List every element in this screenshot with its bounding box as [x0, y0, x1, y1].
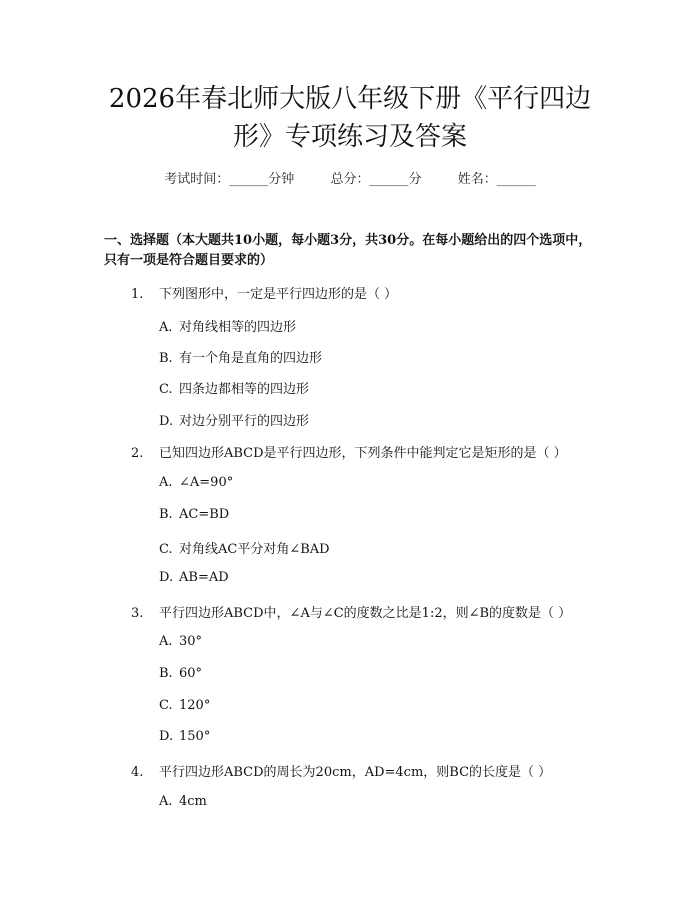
question-3-option-d: [159, 729, 210, 744]
question-1-option-a: [159, 316, 296, 335]
option-label: A.: [159, 794, 173, 809]
document-title: 2026年春北师大版八年级下册《平行四边形》专项练习及答案: [108, 84, 592, 152]
option-label: A.: [159, 634, 173, 649]
question-1-option-c: [159, 378, 309, 397]
question-number: 1.: [131, 287, 144, 302]
option-text: 4cm: [179, 794, 207, 809]
option-text: 150°: [179, 729, 211, 744]
option-text: 有一个角是直角的四边形: [179, 351, 323, 366]
question-2-option-c: [159, 538, 330, 557]
question-1-option-d: [159, 410, 309, 429]
option-text: AC=BD: [179, 507, 230, 522]
option-text: 对边分别平行的四边形: [179, 414, 310, 429]
question-3-option-b: [159, 666, 202, 681]
question-1-option-b: [159, 347, 322, 366]
question-4: [131, 761, 551, 780]
question-text: 平行四边形ABCD中，∠A与∠C的度数之比是1:2，则∠B的度数是（ ）: [159, 606, 572, 621]
option-text: 120°: [179, 698, 211, 713]
exam-score-field: 总分：______分: [330, 172, 422, 187]
option-label: B.: [159, 507, 173, 522]
option-label: C.: [159, 698, 173, 713]
option-label: A.: [159, 475, 173, 490]
question-2-option-a: [159, 475, 233, 490]
question-3: [131, 602, 571, 621]
exam-info: [0, 168, 700, 187]
option-text: ∠A=90°: [179, 475, 234, 490]
question-number: 2.: [131, 446, 144, 461]
question-number: 3.: [131, 606, 144, 621]
option-label: B.: [159, 666, 173, 681]
question-text: 平行四边形ABCD的周长为20cm，AD=4cm，则BC的长度是（ ）: [159, 765, 552, 780]
question-3-option-c: [159, 698, 210, 713]
question-number: 4.: [131, 765, 144, 780]
question-2-option-b: [159, 507, 229, 522]
question-2: [131, 442, 567, 461]
exam-time-field: 考试时间：______分钟: [164, 172, 295, 187]
option-text: 30°: [179, 634, 203, 649]
option-label: C.: [159, 542, 173, 557]
option-label: D.: [159, 414, 174, 429]
question-text: 下列图形中，一定是平行四边形的是（ ）: [159, 287, 398, 302]
option-text: 对角线AC平分对角∠BAD: [179, 542, 330, 557]
option-text: AB=AD: [179, 570, 229, 585]
section-heading: 一、选择题（本大题共10小题，每小题3分，共30分。在每小题给出的四个选项中，只有一项是符合题目要求的）: [104, 233, 592, 268]
question-text: 已知四边形ABCD是平行四边形，下列条件中能判定它是矩形的是（ ）: [159, 446, 567, 461]
option-text: 60°: [179, 666, 203, 681]
option-label: B.: [159, 351, 173, 366]
question-1: [131, 283, 397, 302]
option-label: D.: [159, 729, 174, 744]
student-name-field: 姓名：______: [457, 172, 536, 187]
option-label: D.: [159, 570, 174, 585]
option-label: A.: [159, 320, 173, 335]
option-text: 对角线相等的四边形: [179, 320, 297, 335]
question-2-option-d: [159, 570, 229, 585]
option-text: 四条边都相等的四边形: [179, 382, 310, 397]
option-label: C.: [159, 382, 173, 397]
question-3-option-a: [159, 634, 202, 649]
question-4-option-a: [159, 794, 207, 809]
